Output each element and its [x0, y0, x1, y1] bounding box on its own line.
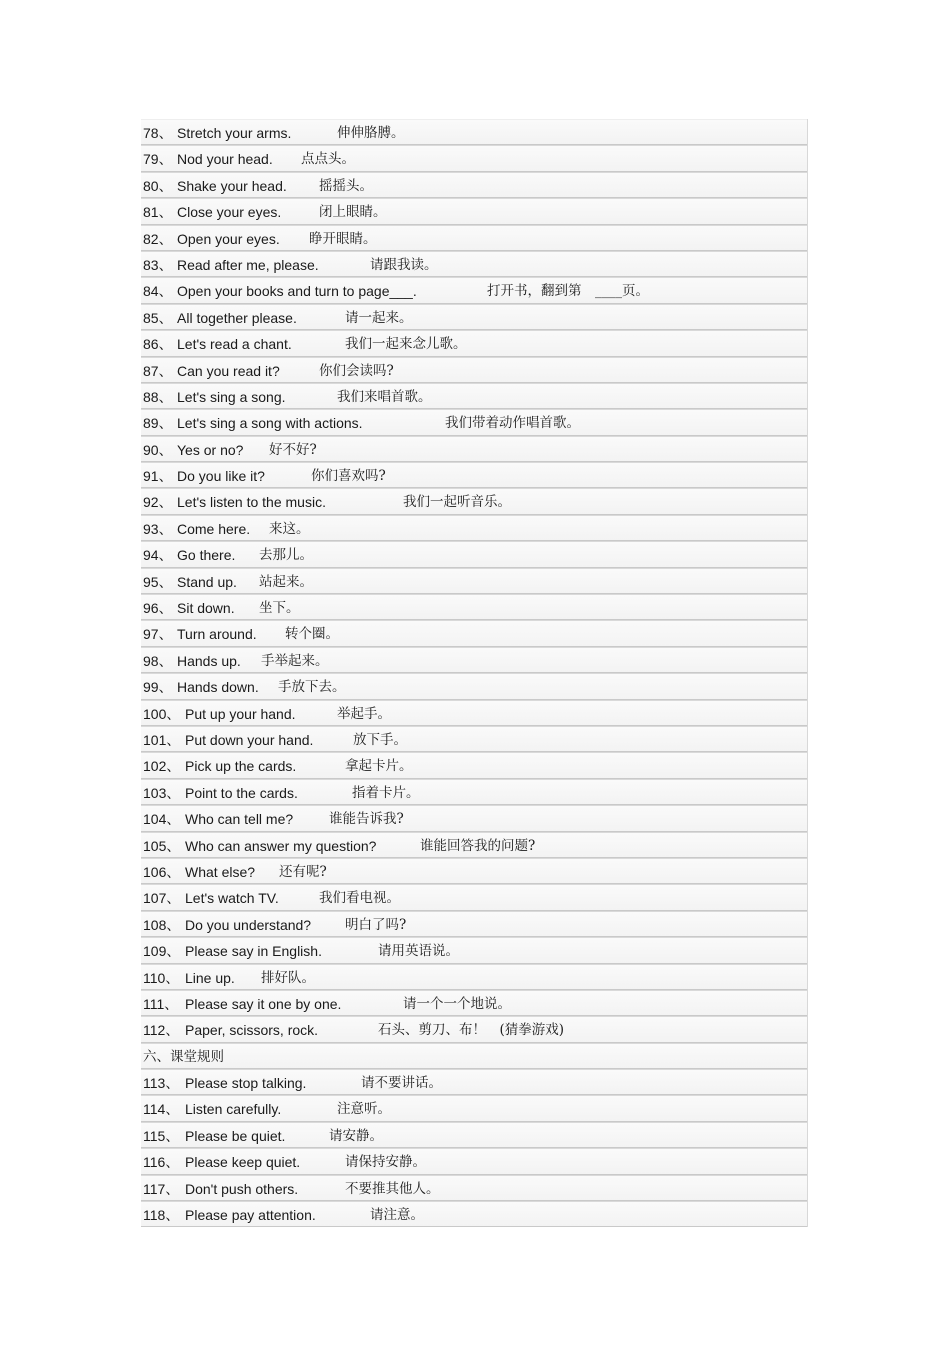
english-phrase: Please keep quiet. — [185, 1154, 301, 1171]
phrase-number: 114、 — [143, 1101, 180, 1118]
chinese-translation: 站起来。 — [259, 573, 313, 590]
phrase-row — [141, 990, 807, 1016]
chinese-translation: 我们一起听音乐。 — [403, 494, 511, 511]
phrase-number: 97、 — [143, 626, 173, 643]
phrase-row — [141, 594, 807, 620]
chinese-translation: 打开书，翻到第 ____页。 — [487, 283, 649, 300]
english-phrase: Let's listen to the music. — [177, 494, 326, 511]
section-heading — [141, 1043, 807, 1069]
chinese-translation: 我们来唱首歌。 — [337, 388, 432, 405]
phrase-row — [141, 1069, 807, 1095]
chinese-translation: 拿起卡片。 — [345, 758, 413, 775]
phrase-number: 100、 — [143, 705, 181, 722]
chinese-translation: 请注意。 — [370, 1207, 424, 1224]
english-phrase: Let's watch TV. — [185, 890, 279, 907]
chinese-translation: 举起手。 — [337, 705, 391, 722]
phrase-row — [141, 277, 807, 303]
chinese-translation: 请安静。 — [329, 1127, 383, 1144]
chinese-translation: 指着卡片。 — [352, 784, 420, 801]
chinese-translation: 去那儿。 — [259, 547, 313, 564]
english-phrase: Please pay attention. — [185, 1207, 316, 1224]
chinese-translation: 谁能回答我的问题? — [420, 837, 536, 854]
english-phrase: Yes or no? — [177, 441, 244, 458]
phrase-number: 96、 — [143, 600, 173, 617]
chinese-translation: 我们看电视。 — [319, 890, 400, 907]
phrase-row — [141, 251, 807, 277]
phrase-row — [141, 1201, 807, 1227]
phrase-row — [141, 805, 807, 831]
phrase-row — [141, 1016, 807, 1042]
chinese-translation: 注意听。 — [337, 1101, 391, 1118]
chinese-translation: 请保持安静。 — [345, 1154, 426, 1171]
phrase-row — [141, 937, 807, 963]
english-phrase: Open your books and turn to page___. — [177, 283, 417, 300]
phrase-row — [141, 488, 807, 514]
phrase-number: 80、 — [143, 177, 173, 194]
chinese-translation: 点点头。 — [301, 151, 355, 168]
chinese-translation: 伸伸胳膊。 — [337, 125, 405, 141]
chinese-translation: 手放下去。 — [278, 679, 346, 696]
phrase-number: 85、 — [143, 309, 173, 326]
phrase-row — [141, 911, 807, 937]
english-phrase: Sit down. — [177, 600, 235, 617]
phrase-number: 99、 — [143, 679, 173, 696]
chinese-translation: 请跟我读。 — [370, 256, 438, 273]
english-phrase: Nod your head. — [177, 151, 273, 168]
phrase-number: 78、 — [143, 125, 173, 141]
phrase-row — [141, 964, 807, 990]
english-phrase: Come here. — [177, 520, 251, 537]
english-phrase: Put down your hand. — [185, 731, 314, 748]
phrase-row — [141, 119, 807, 145]
phrase-number: 94、 — [143, 547, 173, 564]
phrase-number: 90、 — [143, 441, 173, 458]
phrase-row — [141, 409, 807, 435]
english-phrase: Don't push others. — [185, 1180, 299, 1197]
phrase-number: 86、 — [143, 336, 173, 353]
phrase-number: 110、 — [143, 969, 180, 986]
english-phrase: Hands down. — [177, 679, 259, 696]
phrase-number: 93、 — [143, 520, 173, 537]
chinese-translation: 排好队。 — [261, 969, 315, 986]
english-phrase: Shake your head. — [177, 177, 287, 194]
phrase-number: 104、 — [143, 811, 181, 828]
chinese-translation: 请不要讲话。 — [361, 1075, 442, 1092]
phrase-row — [141, 568, 807, 594]
english-phrase: Go there. — [177, 547, 236, 564]
english-phrase: Line up. — [185, 969, 235, 986]
phrase-number: 83、 — [143, 256, 173, 273]
chinese-translation: 我们一起来念儿歌。 — [345, 336, 467, 353]
phrase-number: 118、 — [143, 1207, 180, 1224]
phrase-number: 81、 — [143, 204, 173, 221]
phrase-row — [141, 515, 807, 541]
english-phrase: Turn around. — [177, 626, 257, 643]
chinese-translation: 好不好? — [269, 441, 317, 458]
phrase-row — [141, 1175, 807, 1201]
phrase-number: 116、 — [143, 1154, 180, 1171]
english-phrase: Stretch your arms. — [177, 125, 292, 141]
phrase-row — [141, 752, 807, 778]
phrase-row — [141, 1095, 807, 1121]
chinese-translation: 转个圈。 — [285, 626, 339, 643]
phrase-number: 103、 — [143, 784, 181, 801]
english-phrase: Please stop talking. — [185, 1075, 307, 1092]
phrase-number: 111、 — [143, 995, 179, 1012]
english-phrase: Stand up. — [177, 573, 237, 590]
chinese-translation: 摇摇头。 — [319, 177, 373, 194]
phrase-number: 113、 — [143, 1075, 180, 1092]
phrase-number: 87、 — [143, 362, 173, 379]
phrase-row — [141, 1122, 807, 1148]
chinese-translation: 放下手。 — [353, 731, 407, 748]
phrase-row — [141, 726, 807, 752]
phrase-number: 115、 — [143, 1127, 180, 1144]
english-phrase: Hands up. — [177, 652, 241, 669]
english-phrase: Put up your hand. — [185, 705, 296, 722]
chinese-translation: 石头、剪刀、布！ (猜拳游戏) — [378, 1022, 565, 1039]
chinese-translation: 坐下。 — [259, 600, 300, 617]
phrase-number: 79、 — [143, 151, 173, 168]
phrase-number: 92、 — [143, 494, 173, 511]
phrase-number: 89、 — [143, 415, 173, 432]
english-phrase: Point to the cards. — [185, 784, 298, 801]
phrase-row — [141, 832, 807, 858]
phrase-number: 107、 — [143, 890, 181, 907]
phrase-number: 84、 — [143, 283, 173, 300]
english-phrase: All together please. — [177, 309, 297, 326]
english-phrase: Who can tell me? — [185, 811, 294, 828]
chinese-translation: 明白了吗? — [345, 916, 407, 933]
phrase-number: 88、 — [143, 388, 173, 405]
english-phrase: Open your eyes. — [177, 230, 280, 247]
phrase-row — [141, 779, 807, 805]
phrase-row — [141, 647, 807, 673]
chinese-translation: 来这。 — [269, 520, 310, 537]
phrase-number: 101、 — [143, 731, 181, 748]
english-phrase: Please be quiet. — [185, 1127, 286, 1144]
phrase-row — [141, 172, 807, 198]
phrase-row — [141, 145, 807, 171]
phrase-row — [141, 462, 807, 488]
chinese-translation: 闭上眼睛。 — [319, 204, 387, 221]
phrase-row — [141, 198, 807, 224]
phrase-row — [141, 884, 807, 910]
english-phrase: Let's read a chant. — [177, 336, 292, 353]
phrase-number: 112、 — [143, 1022, 180, 1039]
english-phrase: Do you like it? — [177, 468, 265, 485]
phrase-number: 102、 — [143, 758, 181, 775]
phrase-number: 109、 — [143, 943, 181, 960]
english-phrase: What else? — [185, 863, 256, 880]
phrase-row — [141, 304, 807, 330]
phrase-row — [141, 620, 807, 646]
phrase-number: 105、 — [143, 837, 181, 854]
chinese-translation: 你们喜欢吗? — [311, 468, 386, 485]
phrase-number: 91、 — [143, 468, 173, 485]
english-phrase: Who can answer my question? — [185, 837, 377, 854]
english-phrase: Please say in English. — [185, 943, 322, 960]
english-phrase: Let's sing a song. — [177, 388, 286, 405]
phrase-row — [141, 436, 807, 462]
section-title: 六、课堂规则 — [143, 1048, 224, 1065]
english-phrase: Let's sing a song with actions. — [177, 415, 363, 432]
phrase-number: 82、 — [143, 230, 173, 247]
phrase-number: 108、 — [143, 916, 181, 933]
phrase-number: 95、 — [143, 573, 173, 590]
phrase-table — [141, 119, 808, 1227]
phrase-row — [141, 700, 807, 726]
phrase-row — [141, 225, 807, 251]
phrase-row — [141, 858, 807, 884]
chinese-translation: 你们会读吗? — [319, 362, 394, 379]
english-phrase: Please say it one by one. — [185, 995, 342, 1012]
english-phrase: Can you read it? — [177, 362, 280, 379]
chinese-translation: 我们带着动作唱首歌。 — [445, 415, 580, 432]
chinese-translation: 手举起来。 — [261, 652, 329, 669]
english-phrase: Listen carefully. — [185, 1101, 282, 1118]
english-phrase: Close your eyes. — [177, 204, 282, 221]
phrase-row — [141, 357, 807, 383]
phrase-row — [141, 673, 807, 699]
phrase-row — [141, 330, 807, 356]
english-phrase: Paper, scissors, rock. — [185, 1022, 319, 1039]
chinese-translation: 睁开眼睛。 — [309, 230, 377, 247]
chinese-translation: 请用英语说。 — [378, 943, 459, 960]
chinese-translation: 谁能告诉我? — [329, 811, 404, 828]
phrase-row — [141, 383, 807, 409]
english-phrase: Pick up the cards. — [185, 758, 297, 775]
phrase-number: 106、 — [143, 863, 181, 880]
phrase-number: 117、 — [143, 1180, 180, 1197]
chinese-translation: 不要推其他人。 — [345, 1180, 440, 1197]
chinese-translation: 请一起来。 — [345, 309, 413, 326]
chinese-translation: 请一个一个地说。 — [403, 995, 511, 1012]
english-phrase: Do you understand? — [185, 916, 312, 933]
phrase-row — [141, 1148, 807, 1174]
english-phrase: Read after me, please. — [177, 256, 319, 273]
phrase-row — [141, 541, 807, 567]
chinese-translation: 还有呢? — [279, 863, 327, 880]
phrase-number: 98、 — [143, 652, 173, 669]
